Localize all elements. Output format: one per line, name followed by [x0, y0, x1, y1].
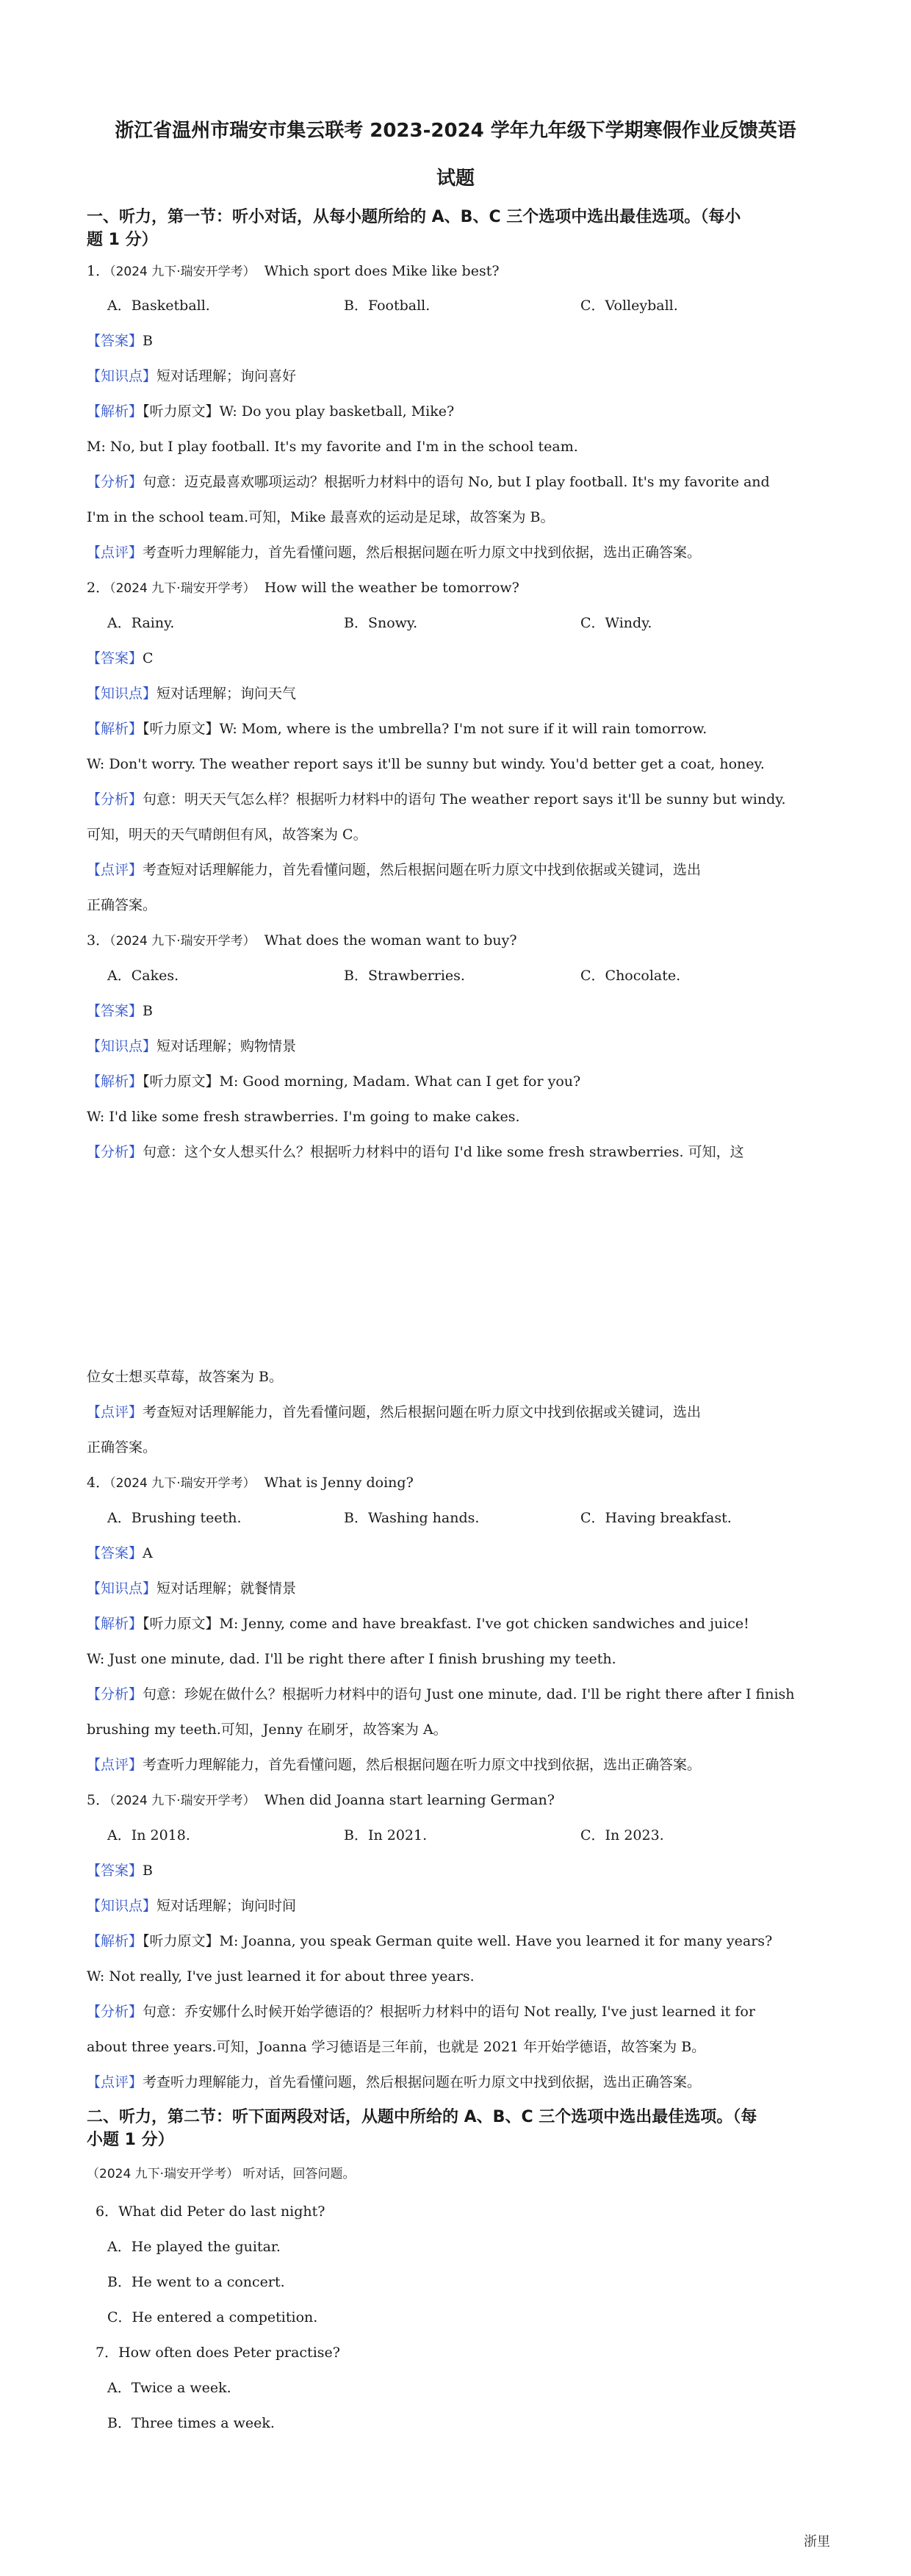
question-3-fenxi: 【分析】句意：这个女人想买什么？根据听力材料中的语句 I'd like some fresh strawberries. 可知，这: [87, 1144, 744, 1160]
question-5-comment: 【点评】考查听力理解能力，首先看懂问题，然后根据问题在听力原文中找到依据，选出正确答案。: [87, 2074, 702, 2090]
question-1-stem: 1．（2024 九下·瑞安开学考） Which sport does Mike like best?: [87, 263, 500, 279]
question-5-option-b: B．In 2021.: [344, 1827, 428, 1843]
question-1-option-a: A．Basketball.: [107, 298, 210, 314]
question-4-knowledge: 【知识点】短对话理解；就餐情景: [87, 1580, 297, 1597]
question-4-fenxi: 【分析】句意：珍妮在做什么？根据听力材料中的语句 Just one minute, dad. I'll be right there after I finish: [87, 1686, 795, 1702]
question-6-option-a: A．He played the guitar.: [107, 2239, 281, 2255]
section-2-heading-line-1: 二、听力，第二节：听下面两段对话，从题中所给的 A、B、C 三个选项中选出最佳选项。（每: [87, 2108, 757, 2126]
section-1-heading-line-1: 一、听力，第一节：听小对话，从每小题所给的 A、B、C 三个选项中选出最佳选项。（每小: [87, 208, 741, 226]
question-5-fenxi: 【分析】句意：乔安娜什么时候开始学德语的？根据听力材料中的语句 Not really, I've just learned it for: [87, 2004, 755, 2020]
question-6-option-c: C．He entered a competition.: [107, 2309, 318, 2325]
page-footer: 浙里: [804, 2534, 830, 2550]
question-5-analysis: 【解析】【听力原文】M: Joanna, you speak German quite well. Have you learned it for many years?: [87, 1933, 773, 1949]
question-5-answer: 【答案】B: [87, 1863, 153, 1879]
question-3-option-b: B．Strawberries.: [344, 968, 465, 984]
question-4-option-c: C．Having breakfast.: [580, 1510, 732, 1526]
question-5-analysis-cont: W: Not really, I've just learned it for about three years.: [87, 1968, 475, 1985]
question-5-fenxi-cont: about three years.可知，Joanna 学习德语是三年前，也就是 2021 年开始学德语，故答案为 B。: [87, 2039, 706, 2055]
question-1-fenxi-cont: I'm in the school team.可知，Mike 最喜欢的运动是足球，故答案为 B。: [87, 509, 555, 525]
question-2-knowledge: 【知识点】短对话理解；询问天气: [87, 686, 297, 702]
question-2-comment-cont: 正确答案。: [87, 897, 157, 913]
question-4-fenxi-cont: brushing my teeth.可知，Jenny 在刷牙，故答案为 A。: [87, 1721, 447, 1738]
question-7-stem: 7．How often does Peter practise?: [96, 2345, 340, 2361]
question-4-answer: 【答案】A: [87, 1545, 153, 1561]
question-3-fenxi-cont: 位女士想买草莓，故答案为 B。: [87, 1369, 284, 1385]
section-2-intro: （2024 九下·瑞安开学考） 听对话，回答问题。: [87, 2167, 356, 2181]
question-1-analysis: 【解析】【听力原文】W: Do you play basketball, Mike?: [87, 403, 455, 420]
question-3-stem: 3．（2024 九下·瑞安开学考） What does the woman want to buy?: [87, 932, 517, 949]
question-1-answer: 【答案】B: [87, 333, 153, 349]
question-3-comment: 【点评】考查短对话理解能力，首先看懂问题，然后根据问题在听力原文中找到依据或关键词，选出: [87, 1404, 702, 1420]
question-5-knowledge: 【知识点】短对话理解；询问时间: [87, 1898, 297, 1914]
question-2-option-a: A．Rainy.: [107, 615, 175, 631]
question-1-comment: 【点评】考查听力理解能力，首先看懂问题，然后根据问题在听力原文中找到依据，选出正确答案。: [87, 544, 702, 561]
question-1-fenxi: 【分析】句意：迈克最喜欢哪项运动？根据听力材料中的语句 No, but I play football. It's my favorite and: [87, 474, 770, 490]
question-4-stem: 4．（2024 九下·瑞安开学考） What is Jenny doing?: [87, 1475, 414, 1491]
question-2-option-c: C．Windy.: [580, 615, 652, 631]
question-1-option-c: C．Volleyball.: [580, 298, 678, 314]
question-3-analysis-cont: W: I'd like some fresh strawberries. I'm going to make cakes.: [87, 1109, 520, 1125]
question-2-fenxi: 【分析】句意：明天天气怎么样？根据听力材料中的语句 The weather report says it'll be sunny but windy.: [87, 791, 786, 807]
question-2-fenxi-cont: 可知，明天的天气晴朗但有风，故答案为 C。: [87, 827, 367, 843]
question-4-analysis-cont: W: Just one minute, dad. I'll be right there after I finish brushing my teeth.: [87, 1651, 616, 1667]
question-6-option-b: B．He went to a concert.: [107, 2274, 285, 2290]
question-3-answer: 【答案】B: [87, 1003, 153, 1019]
question-5-stem: 5．（2024 九下·瑞安开学考） When did Joanna start learning German?: [87, 1792, 555, 1808]
question-4-comment: 【点评】考查听力理解能力，首先看懂问题，然后根据问题在听力原文中找到依据，选出正确答案。: [87, 1757, 702, 1773]
question-3-option-c: C．Chocolate.: [580, 968, 681, 984]
question-5-option-a: A．In 2018.: [107, 1827, 190, 1843]
question-1-option-b: B．Football.: [344, 298, 431, 314]
question-7-option-a: A．Twice a week.: [107, 2380, 231, 2396]
question-2-option-b: B．Snowy.: [344, 615, 418, 631]
question-6-stem: 6．What did Peter do last night?: [96, 2203, 325, 2220]
question-4-option-b: B．Washing hands.: [344, 1510, 480, 1526]
question-3-knowledge: 【知识点】短对话理解；购物情景: [87, 1038, 297, 1054]
question-7-option-b: B．Three times a week.: [107, 2415, 275, 2431]
question-4-analysis: 【解析】【听力原文】M: Jenny, come and have breakfast. I've got chicken sandwiches and juice!: [87, 1616, 749, 1632]
question-4-option-a: A．Brushing teeth.: [107, 1510, 242, 1526]
question-2-stem: 2．（2024 九下·瑞安开学考） How will the weather be tomorrow?: [87, 580, 519, 596]
question-3-analysis: 【解析】【听力原文】M: Good morning, Madam. What can I get for you?: [87, 1073, 581, 1090]
question-3-comment-cont: 正确答案。: [87, 1439, 157, 1456]
section-1-heading-line-2: 题 1 分）: [87, 231, 158, 249]
question-5-option-c: C．In 2023.: [580, 1827, 664, 1843]
section-2-heading-line-2: 小题 1 分）: [87, 2131, 174, 2149]
question-2-answer: 【答案】C: [87, 650, 154, 666]
question-2-analysis: 【解析】【听力原文】W: Mom, where is the umbrella? I'm not sure if it will rain tomorrow.: [87, 721, 707, 737]
doc-title-line-2: 试题: [436, 168, 475, 190]
question-1-knowledge: 【知识点】短对话理解；询问喜好: [87, 368, 297, 384]
question-2-comment: 【点评】考查短对话理解能力，首先看懂问题，然后根据问题在听力原文中找到依据或关键词，选出: [87, 862, 702, 878]
question-1-analysis-cont: M: No, but I play football. It's my favorite and I'm in the school team.: [87, 439, 578, 455]
question-3-option-a: A．Cakes.: [107, 968, 179, 984]
question-2-analysis-cont: W: Don't worry. The weather report says it'll be sunny but windy. You'd better get a coat, honey.: [87, 756, 765, 772]
doc-title-line-1: 浙江省温州市瑞安市集云联考 2023-2024 学年九年级下学期寒假作业反馈英语: [115, 120, 796, 142]
